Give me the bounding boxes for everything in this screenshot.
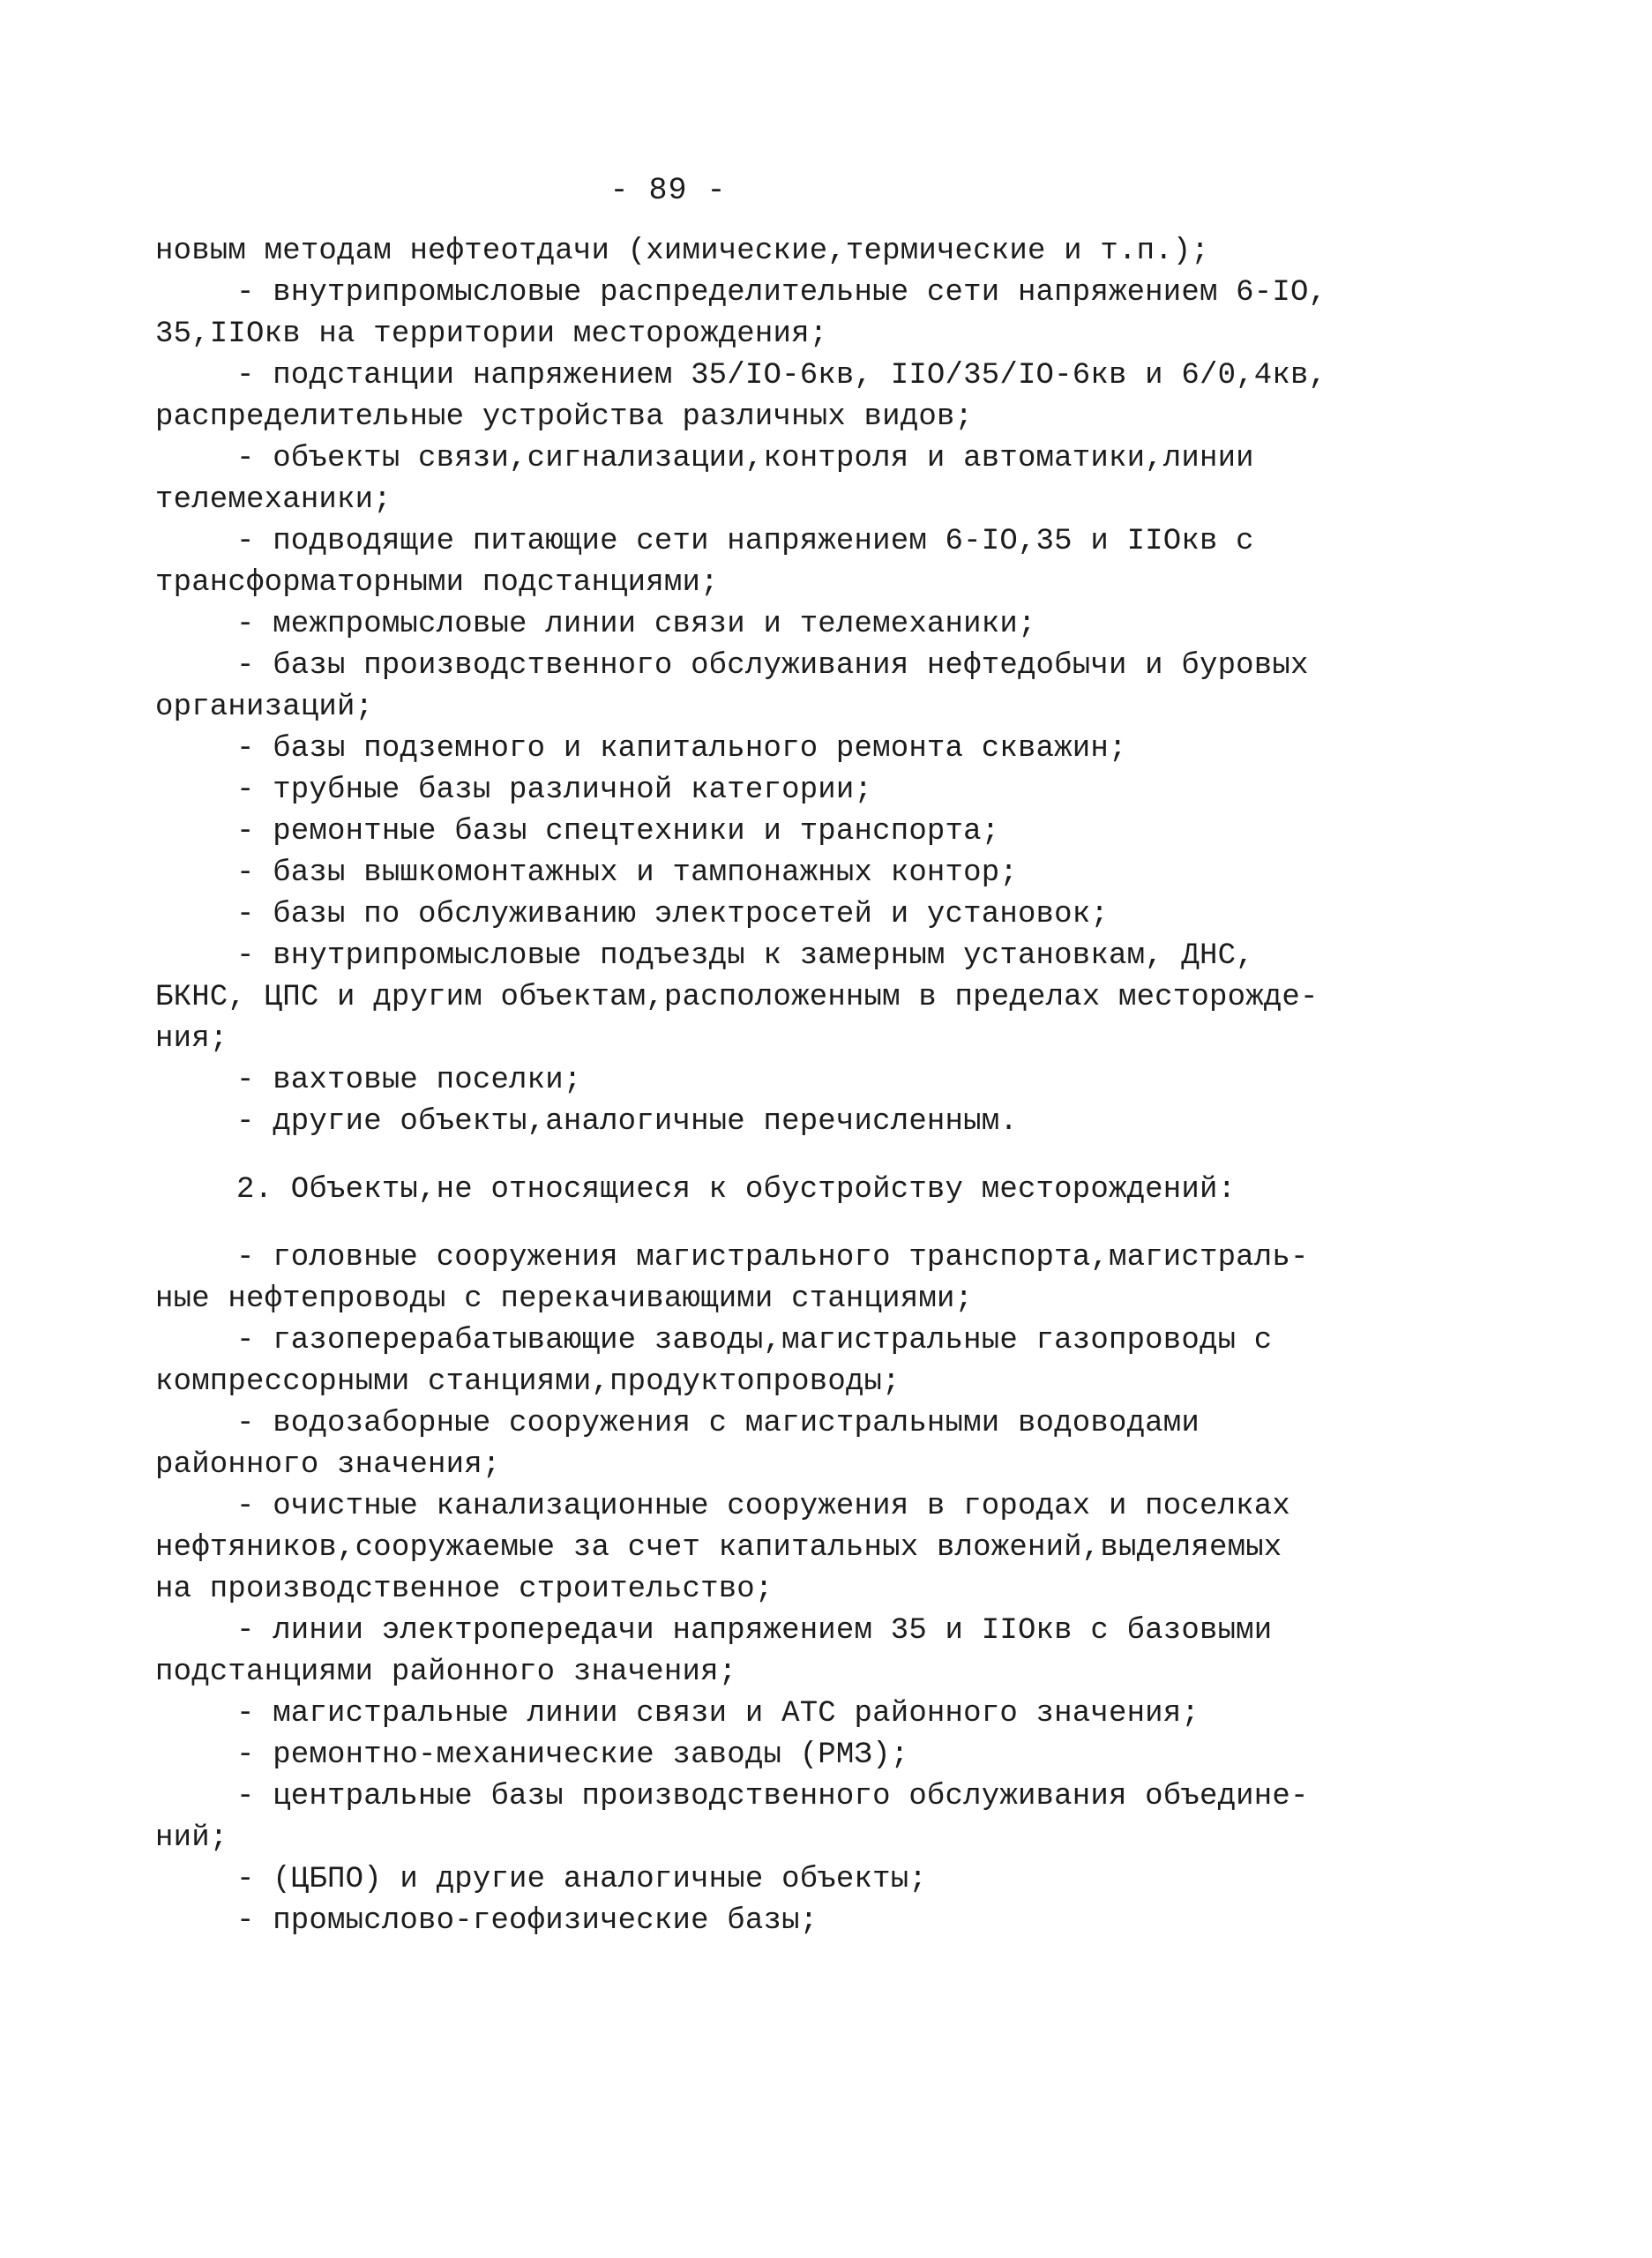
text-line: нефтяников,сооружаемые за счет капитальных вложений,выделяемых — [155, 1531, 1282, 1565]
text-line: - внутрипромысловые распределительные сети напряжением 6-IO, — [236, 276, 1327, 310]
text-line: новым методам нефтеотдачи (химические,термические и т.п.); — [155, 235, 1209, 268]
text-line: БКНС, ЦПС и другим объектам,расположенным в пределах месторожде- — [155, 981, 1319, 1014]
text-line: - базы производственного обслуживания нефтедобычи и буровых — [236, 649, 1309, 683]
text-line: - головные сооружения магистрального транспорта,магистраль- — [236, 1241, 1309, 1275]
text-line: - базы подземного и капитального ремонта скважин; — [236, 732, 1127, 766]
text-line: - магистральные линии связи и АТС районного значения; — [236, 1697, 1200, 1731]
text-line: - объекты связи,сигнализации,контроля и автоматики,линии — [236, 442, 1254, 475]
text-line: районного значения; — [155, 1448, 501, 1482]
text-line: 2. Объекты,не относящиеся к обустройству месторождений: — [236, 1173, 1237, 1207]
text-line: - газоперерабатывающие заводы,магистральные газопроводы с — [236, 1324, 1273, 1357]
text-line: компрессорными станциями,продуктопроводы; — [155, 1365, 901, 1399]
text-line: организаций; — [155, 691, 374, 724]
text-line: - центральные базы производственного обслуживания объедине- — [236, 1780, 1309, 1813]
text-line: ния; — [155, 1022, 228, 1056]
text-line: трансформаторными подстанциями; — [155, 566, 719, 600]
text-line: - (ЦБПО) и другие аналогичные объекты; — [236, 1863, 927, 1896]
text-line: - вахтовые поселки; — [236, 1064, 582, 1097]
text-line: телемеханики; — [155, 483, 392, 517]
text-line: - внутрипромысловые подъезды к замерным установкам, ДНС, — [236, 939, 1254, 973]
text-line: - ремонтно-механические заводы (РМЗ); — [236, 1738, 909, 1772]
text-line: на производственное строительство; — [155, 1573, 774, 1606]
text-line: - ремонтные базы спецтехники и транспорта; — [236, 815, 1000, 849]
text-line: ные нефтепроводы с перекачивающими станциями; — [155, 1282, 974, 1316]
text-line: - подводящие питающие сети напряжением 6-IO,35 и IIOкв с — [236, 525, 1254, 558]
text-line: - трубные базы различной категории; — [236, 774, 873, 807]
text-line: ний; — [155, 1821, 228, 1855]
text-line: - подстанции напряжением 35/IO-6кв, IIO/35/IO-6кв и 6/0,4кв, — [236, 359, 1327, 393]
text-line: - другие объекты,аналогичные перечисленным. — [236, 1105, 1018, 1139]
text-line: 35,IIOкв на территории месторождения; — [155, 318, 828, 351]
page-number: - 89 - — [609, 173, 727, 208]
text-line: распределительные устройства различных видов; — [155, 400, 974, 434]
text-line: - базы вышкомонтажных и тампонажных контор; — [236, 856, 1018, 890]
text-line: подстанциями районного значения; — [155, 1656, 737, 1689]
body-text — [155, 231, 1327, 1942]
text-line: - линии электропередачи напряжением 35 и IIOкв с базовыми — [236, 1614, 1273, 1648]
text-line: - очистные канализационные сооружения в городах и поселках — [236, 1490, 1290, 1523]
text-line: - межпромысловые линии связи и телемеханики; — [236, 608, 1036, 641]
text-line: - водозаборные сооружения с магистральными водоводами — [236, 1407, 1200, 1440]
text-line: - промыслово-геофизические базы; — [236, 1904, 819, 1938]
text-line: - базы по обслуживанию электросетей и установок; — [236, 898, 1109, 931]
